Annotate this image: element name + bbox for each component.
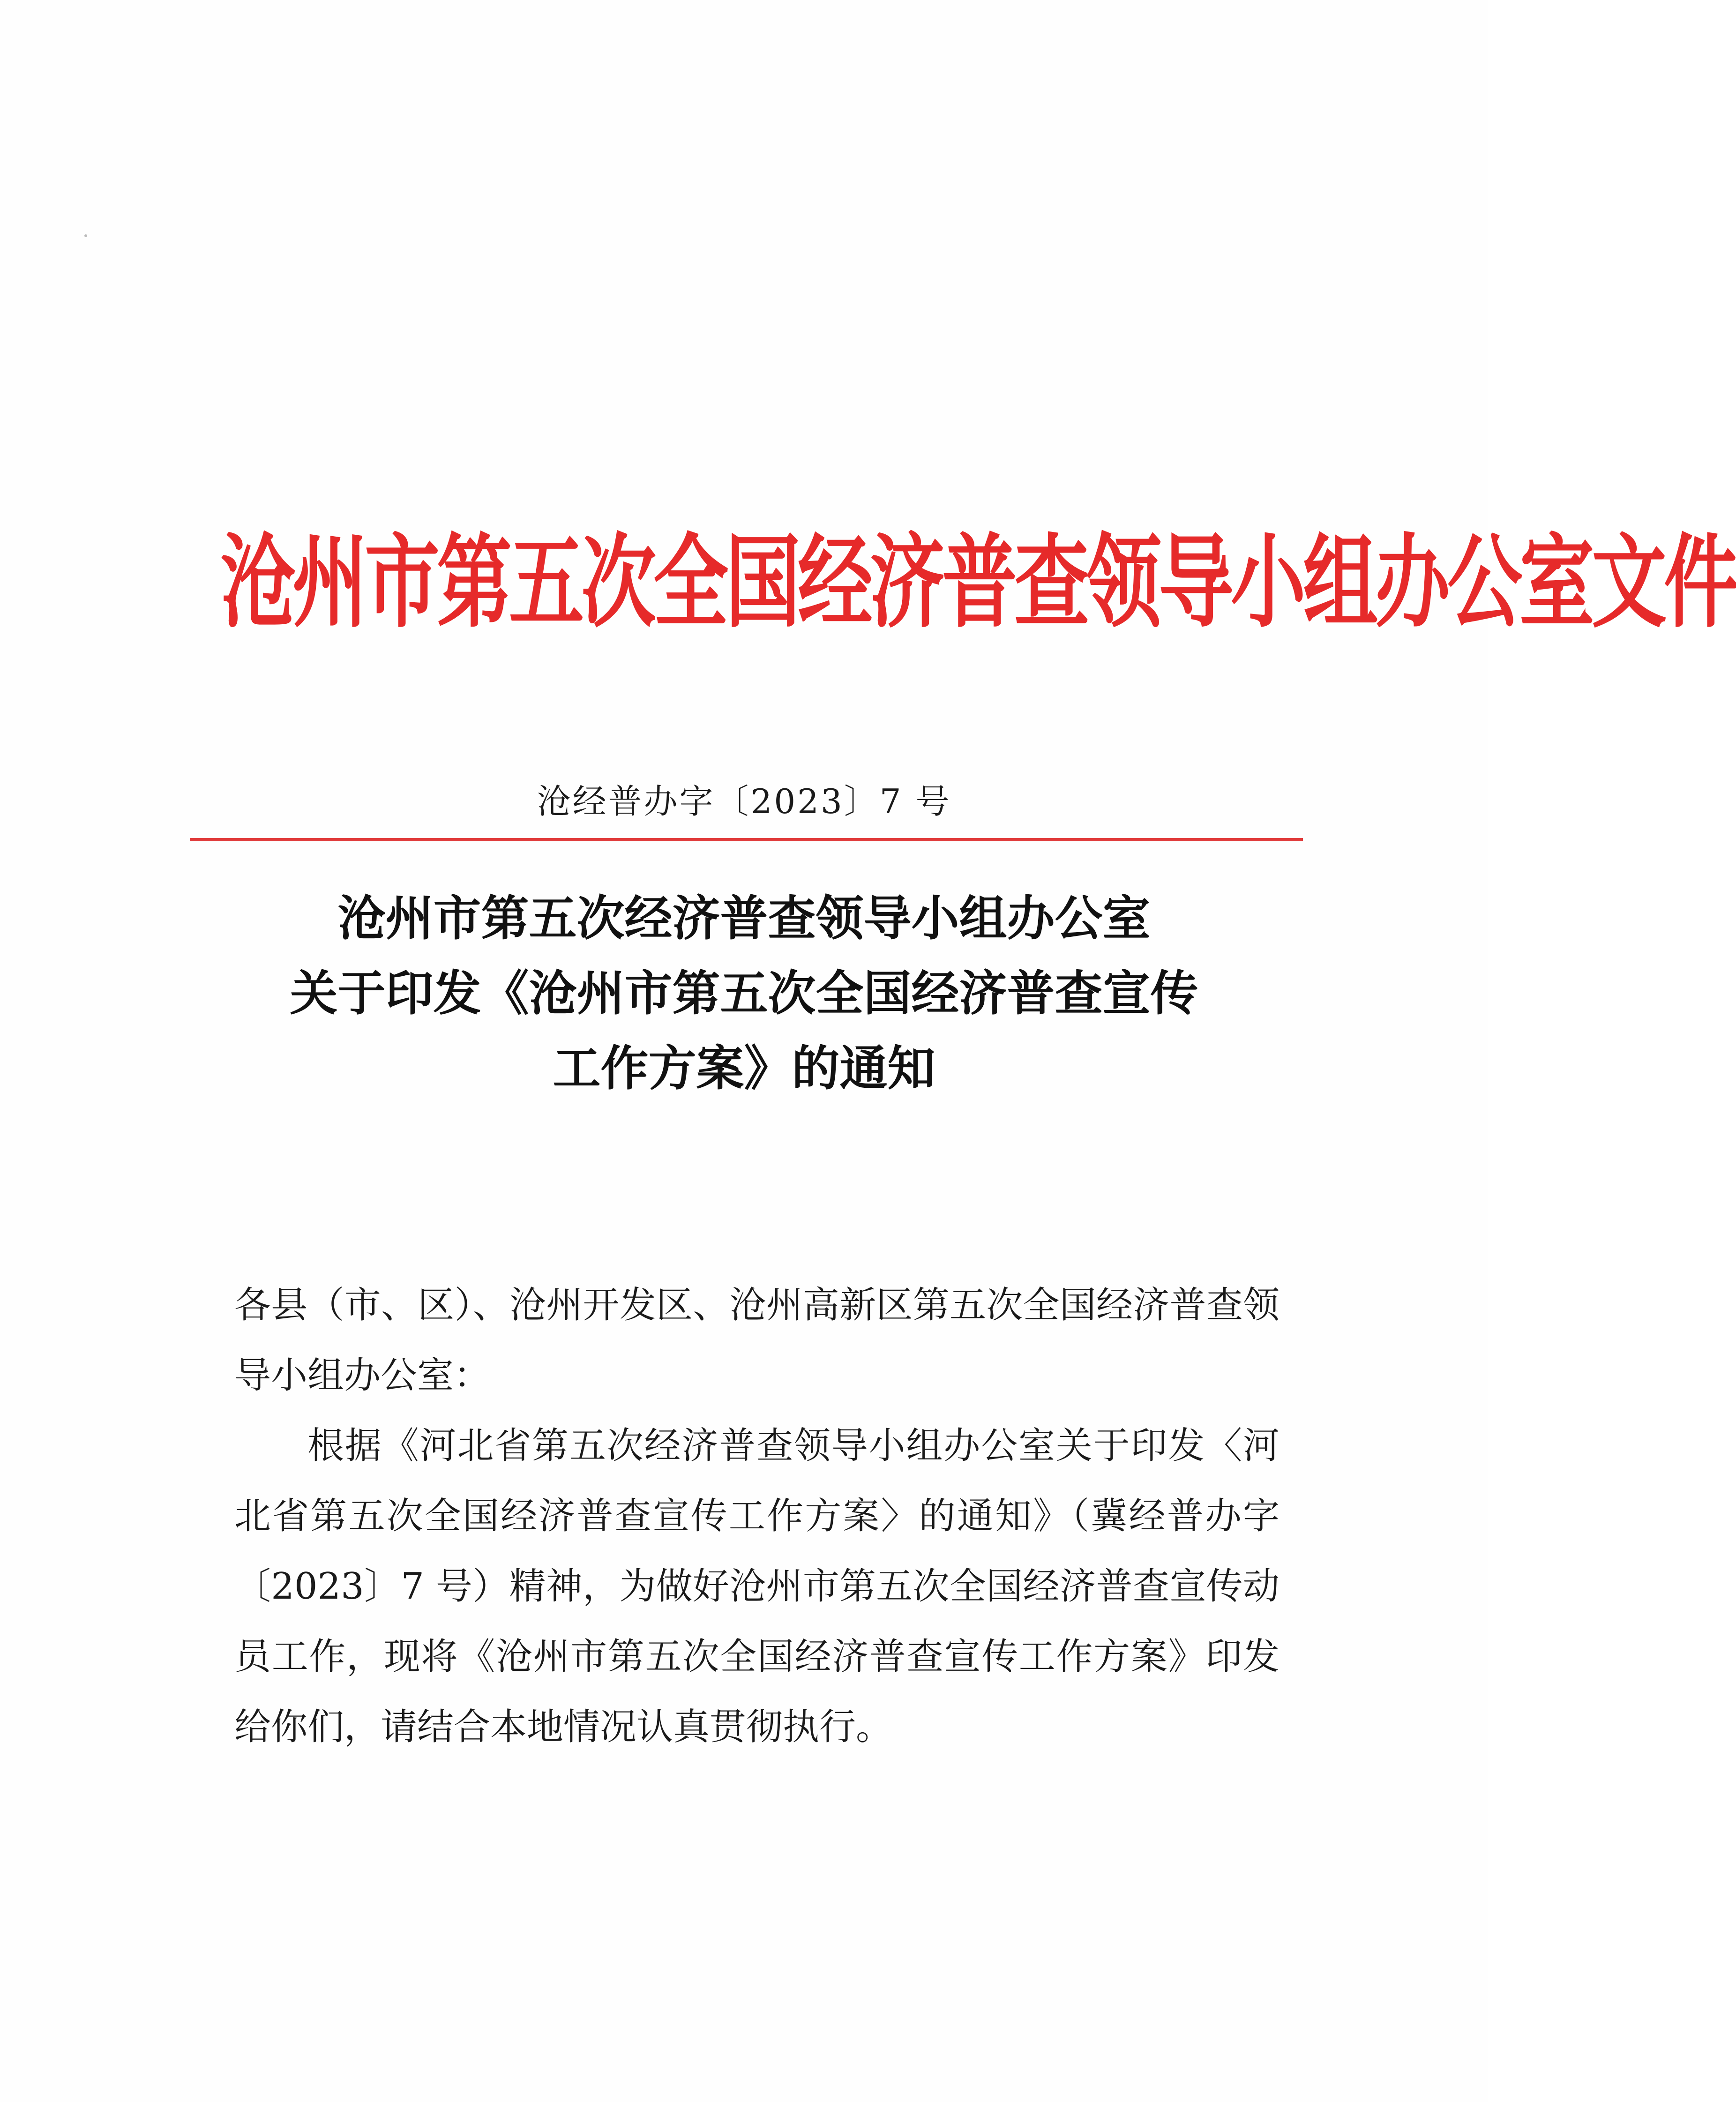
red-separator-rule	[190, 838, 1303, 841]
notice-title	[187, 881, 1301, 1106]
document-number: 沧经普办字〔2023〕7 号	[537, 782, 951, 821]
notice-body	[234, 1270, 1280, 1762]
body-paragraph: 根据《河北省第五次经济普查领导小组办公室关于印发〈河北省第五次全国经济普查宣传工作方案〉的通知》（冀经普办字〔2023〕7 号）精神，为做好沧州市第五次全国经济普查宣传动员工作，现将《沧州市第五次全国经济普查宣传工作方案》印发给你们，请结合本地情况认真贯彻执行。	[234, 1425, 1280, 1748]
title-line-1: 沧州市第五次经济普查领导小组办公室	[337, 890, 1151, 947]
title-line-2: 关于印发《沧州市第五次全国经济普查宣传	[290, 965, 1198, 1022]
red-header-title: 沧州市第五次全国经济普查领导小组办公室文件	[220, 523, 1736, 642]
salutation: 各县（市、区）、沧州开发区、沧州高新区第五次全国经济普查领导小组办公室：	[234, 1284, 1280, 1397]
title-line-3: 工作方案》的通知	[553, 1040, 935, 1097]
scan-speck	[84, 234, 87, 237]
